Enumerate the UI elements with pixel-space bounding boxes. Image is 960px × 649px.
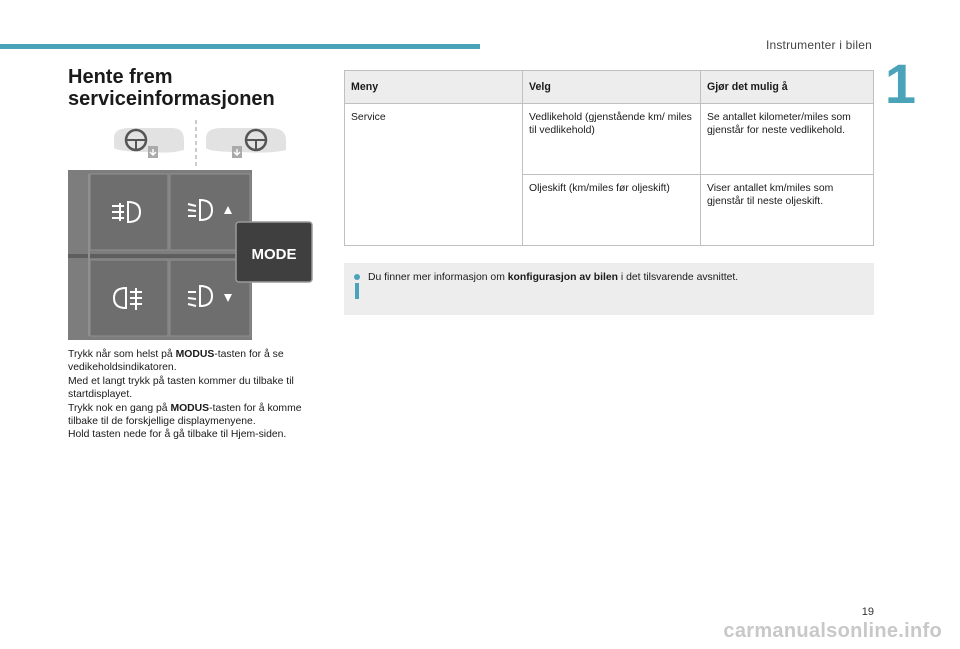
header-accent-bar [0,44,480,49]
column-header-gjor: Gjør det mulig å [701,71,874,104]
info-text: Du finner mer informasjon om konfigurasjon av bilen i det tilsvarende avsnittet. [368,272,739,283]
service-menu-table [344,70,874,246]
instruction-line-2: Med et langt trykk på tasten kommer du tilbake til startdisplayet. [68,375,294,401]
instructions-text [68,348,318,442]
running-head: Instrumenter i bilen [765,38,872,52]
page-title [68,66,328,110]
instruction-line-1: Trykk når som helst på MODUS-tasten for å se vedikeholdsindikatoren. [68,349,284,374]
steering-wheel-illustration [110,116,290,168]
column-header-velg: Velg [523,71,701,104]
mode-button-label: MODE [251,246,297,263]
title-line-1: Hente frem [68,66,173,88]
chapter-number: 1 [884,52,916,115]
table-header-row [345,71,874,104]
front-fog-light-button[interactable] [90,260,168,336]
title-line-2: serviceinformasjonen [68,88,275,110]
mode-button[interactable] [236,222,312,282]
cell-velg: Vedlikehold (gjenstående km/ miles til vedlikehold) [523,104,701,175]
column-header-meny: Meny [345,71,523,104]
steering-wheel-right-icon [206,128,286,158]
rear-fog-light-button[interactable] [90,174,168,250]
page-number: 19 [861,606,874,618]
instruction-line-3: Trykk nok en gang på MODUS-tasten for å komme tilbake til de forskjellige displaymenyene. [68,402,302,428]
steering-wheel-left-icon [114,128,184,158]
cell-velg: Oljeskift (km/miles før oljeskift) [523,175,701,246]
cell-menu-service: Service [345,104,523,246]
info-icon [350,272,364,302]
info-link-konfigurasjon: konfigurasjon av bilen [507,272,619,283]
dashboard-button-panel [68,170,314,340]
info-box [344,263,874,315]
table-row [345,104,874,175]
instruction-line-4: Hold tasten nede for å gå tilbake til Hjem-siden. [68,429,287,441]
cell-gjor: Se antallet kilometer/miles som gjenstår for neste vedlikehold. [701,104,874,175]
watermark: carmanualsonline.info [723,620,942,642]
cell-gjor: Viser antallet km/miles som gjenstår til neste oljeskift. [701,175,874,246]
